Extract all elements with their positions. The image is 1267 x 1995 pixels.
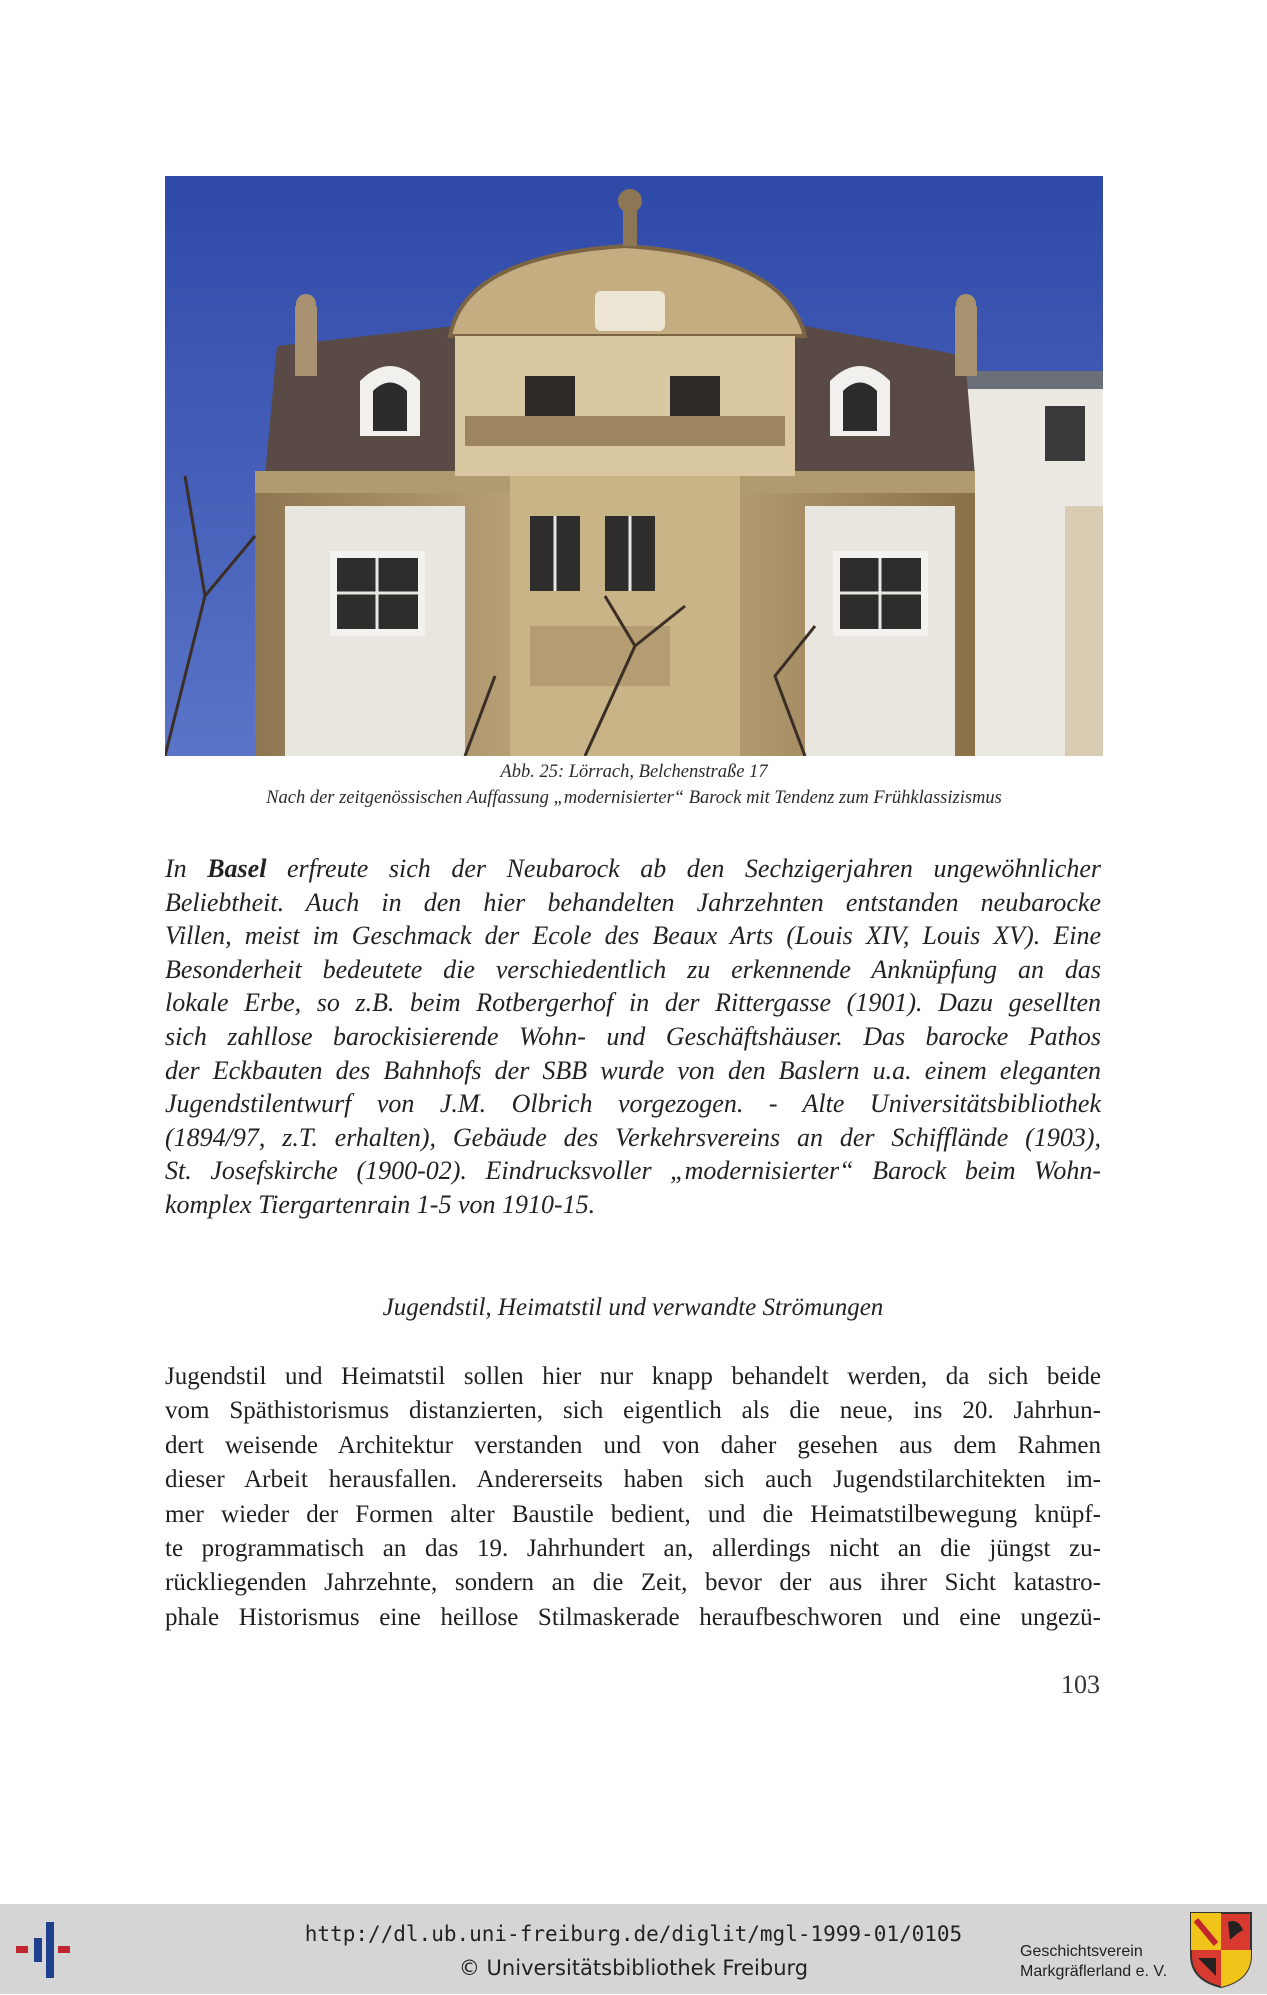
figure-caption-description: Nach der zeitgenössischen Auffassung „modernisierter“ Barock mit Tendenz zum Frühklassizismus — [266, 788, 1002, 808]
paragraph-line: Villen, meist im Geschmack der Ecole des Beaux Arts (Louis XIV, Louis XV). Eine — [165, 921, 1101, 951]
emphasis-basel: Basel — [207, 854, 267, 883]
coat-of-arms-icon — [1188, 1910, 1254, 1995]
jugendstil-paragraph — [165, 1360, 1101, 1635]
section-heading: Jugendstil, Heimatstil und verwandte Strömungen — [382, 1294, 884, 1321]
paragraph-line: vom Späthistorismus distanzierten, sich eigentlich als die neue, ins 20. Jahrhun- — [165, 1397, 1101, 1425]
paragraph-line: dieser Arbeit herausfallen. Andererseits haben sich auch Jugendstilarchitekten im- — [165, 1466, 1101, 1494]
footer-copyright: © Universitätsbibliothek Freiburg — [458, 1956, 809, 1980]
paragraph-line: komplex Tiergartenrain 1-5 von 1910-15. — [165, 1189, 596, 1219]
paragraph-line: rückliegenden Jahrzehnte, sondern an die Zeit, bevor der aus ihrer Sicht katastro- — [165, 1569, 1101, 1597]
paragraph-line: sich zahllose barockisierende Wohn- und Geschäftshäuser. Das barocke Pathos — [165, 1021, 1101, 1051]
paragraph-line: lokale Erbe, so z.B. beim Rotbergerhof in der Rittergasse (1901). Dazu gesellten — [165, 988, 1101, 1018]
paragraph-line: te programmatisch an das 19. Jahrhundert an, allerdings nicht an die jüngst zu- — [165, 1535, 1101, 1563]
paragraph-line: phale Historismus eine heillose Stilmaskerade heraufbeschworen und eine ungezü- — [165, 1603, 1101, 1631]
paragraph-line: Jugendstilentwurf von J.M. Olbrich vorgezogen. - Alte Universitätsbibliothek — [165, 1089, 1101, 1119]
footer-url-link[interactable]: http://dl.ub.uni-freiburg.de/diglit/mgl-1999-01/0105 — [304, 1922, 963, 1946]
paragraph-line: Beliebtheit. Auch in den hier behandelten Jahrzehnten entstanden neubarocke — [165, 887, 1101, 917]
society-name-line2: Markgräflerland e. V. — [1020, 1963, 1168, 1980]
paragraph-line: der Eckbauten des Bahnhofs der SBB wurde von den Baslern u.a. einem eleganten — [165, 1055, 1101, 1085]
figure-caption-title: Abb. 25: Lörrach, Belchenstraße 17 — [500, 762, 768, 782]
paragraph-line: St. Josefskirche (1900-02). Eindrucksvoller „modernisierter“ Barock beim Wohn- — [165, 1156, 1101, 1186]
paragraph-line: Jugendstil und Heimatstil sollen hier nur knapp behandelt werden, da sich beide — [165, 1363, 1101, 1390]
paragraph-line: Besonderheit bedeutete die verschiedentlich zu erkennende Anknüpfung an das — [165, 954, 1101, 984]
society-name — [1020, 1942, 1167, 1982]
page-number: 103 — [1061, 1670, 1100, 1699]
paragraph-line: dert weisende Architektur verstanden und von daher gesehen aus dem Rahmen — [165, 1431, 1101, 1459]
paragraph-line: In Basel erfreute sich der Neubarock ab den Sechzigerjahren ungewöhnlicher — [165, 854, 1101, 883]
society-name-line1: Geschichtsverein — [1020, 1943, 1143, 1960]
paragraph-line: mer wieder der Formen alter Baustile bedient, und die Heimatstilbewegung knüpf- — [165, 1500, 1101, 1528]
paragraph-line: (1894/97, z.T. erhalten), Gebäude des Verkehrsvereins an der Schifflände (1903), — [165, 1122, 1101, 1152]
building-photo — [165, 176, 1103, 756]
footer-bar — [0, 1904, 1267, 1994]
basel-paragraph — [165, 852, 1101, 1222]
